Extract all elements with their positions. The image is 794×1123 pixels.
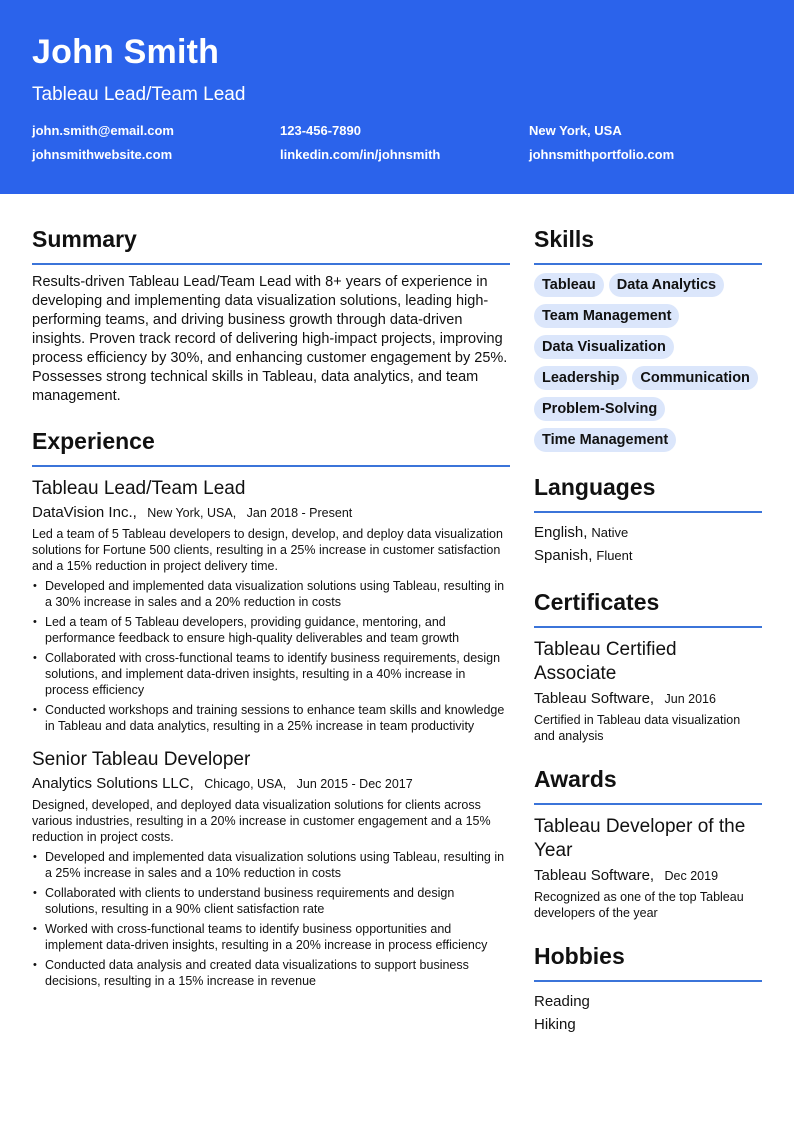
contact-portfolio[interactable]: johnsmithportfolio.com <box>529 147 675 162</box>
skill-chip: Tableau <box>534 273 604 297</box>
language-name: Spanish, <box>534 547 593 564</box>
job-location: Chicago, USA, <box>204 777 287 791</box>
contact-website[interactable]: johnsmithwebsite.com <box>32 147 173 162</box>
summary-section <box>32 226 510 406</box>
skill-chip: Data Analytics <box>609 273 724 297</box>
hobbies-section <box>534 943 762 1036</box>
bullet-item: • Worked with cross-functional teams to identify business opportunities and implement data-driven insights, resulting in a 20% increase in process efficiency <box>32 921 510 953</box>
contact-phone[interactable]: 123-456-7890 <box>280 123 361 138</box>
skills-section <box>534 226 762 452</box>
hobby-item: Reading <box>534 993 590 1010</box>
bullet-item: • Conducted workshops and training sessions to enhance team skills and knowledge in Tableau and data analytics, resulting in a 25% increase in team productivity <box>32 702 510 734</box>
language-level: Native <box>591 525 629 540</box>
hobbies-heading: Hobbies <box>534 943 762 982</box>
job-title: Tableau Lead/Team Lead <box>32 478 246 499</box>
language-name: English, <box>534 524 588 541</box>
job-description: Designed, developed, and deployed data visualization solutions for clients across various industries, resulting in a 20% increase in customer engagement and a 15% reduction in project costs. <box>32 798 491 844</box>
awards-section <box>534 766 762 921</box>
skill-chip: Leadership <box>534 366 627 390</box>
award-date: Dec 2019 <box>664 869 719 883</box>
certificate-date: Jun 2016 <box>664 692 716 706</box>
experience-entry <box>32 477 510 734</box>
bullet-item: • Developed and implemented data visualization solutions using Tableau, resulting in a 25% increase in sales and a 10% reduction in costs <box>32 849 510 881</box>
job-meta <box>32 503 510 523</box>
experience-heading: Experience <box>32 428 510 467</box>
skill-chip: Communication <box>632 366 758 390</box>
contact-linkedin[interactable]: linkedin.com/in/johnsmith <box>280 147 441 162</box>
experience-section <box>32 428 510 989</box>
certificate-meta <box>534 689 762 709</box>
skills-list <box>534 273 762 452</box>
job-meta <box>32 774 510 794</box>
skill-chip: Problem-Solving <box>534 397 665 421</box>
certificate-description: Certified in Tableau data visualization and analysis <box>534 713 741 743</box>
languages-heading: Languages <box>534 474 762 513</box>
candidate-name: John Smith <box>32 33 220 71</box>
award-issuer: Tableau Software, <box>534 867 655 884</box>
job-title: Senior Tableau Developer <box>32 749 251 770</box>
language-level: Fluent <box>596 548 633 563</box>
experience-entry <box>32 748 510 989</box>
awards-heading: Awards <box>534 766 762 805</box>
certificates-heading: Certificates <box>534 589 762 628</box>
job-dates: Jun 2015 - Dec 2017 <box>296 777 413 791</box>
language-item <box>534 544 762 567</box>
candidate-role: Tableau Lead/Team Lead <box>32 84 246 105</box>
certificate-title: Tableau Certified Associate <box>534 639 677 684</box>
contact-email[interactable]: john.smith@email.com <box>32 123 174 138</box>
side-column <box>534 226 762 1036</box>
skills-heading: Skills <box>534 226 762 265</box>
bullet-item: • Collaborated with clients to understand business requirements and design solutions, resulting in a 90% client satisfaction rate <box>32 885 510 917</box>
resume-header <box>0 0 794 194</box>
certificates-section <box>534 589 762 744</box>
job-description: Led a team of 5 Tableau developers to design, develop, and deploy data visualization solutions for Fortune 500 clients, resulting in a 25% increase in customer satisfaction and a 15% reduction in project delivery time. <box>32 527 503 573</box>
skill-chip: Data Visualization <box>534 335 674 359</box>
job-bullets <box>32 578 510 734</box>
skill-chip: Team Management <box>534 304 679 328</box>
award-meta <box>534 866 762 886</box>
summary-heading: Summary <box>32 226 510 265</box>
award-title: Tableau Developer of the Year <box>534 816 746 861</box>
languages-section <box>534 474 762 567</box>
award-description: Recognized as one of the top Tableau developers of the year <box>534 890 744 920</box>
bullet-item: • Conducted data analysis and created data visualizations to support business decisions, resulting in a 15% increase in revenue <box>32 957 510 989</box>
certificate-issuer: Tableau Software, <box>534 690 655 707</box>
skill-chip: Time Management <box>534 428 676 452</box>
hobby-item: Hiking <box>534 1016 576 1033</box>
contact-location: New York, USA <box>529 123 622 138</box>
bullet-item: • Developed and implemented data visualization solutions using Tableau, resulting in a 30% increase in sales and a 20% reduction in costs <box>32 578 510 610</box>
job-dates: Jan 2018 - Present <box>246 506 353 520</box>
job-company: Analytics Solutions LLC, <box>32 775 194 792</box>
job-location: New York, USA, <box>147 506 237 520</box>
language-item <box>534 521 762 544</box>
bullet-item: • Collaborated with cross-functional teams to identify business requirements, design solutions, and implement data-driven insights, resulting in a 40% increase in process efficiency <box>32 650 510 698</box>
main-column <box>32 226 510 993</box>
summary-text: Results-driven Tableau Lead/Team Lead with 8+ years of experience in developing and implementing data visualization solutions, leading high-performing teams, and driving business growth through data-driven insights. Proven track record of delivering high-impact projects, improving process efficiency by 30%, and enhancing customer engagement by 25%. Possesses strong technical skills in Tableau, data analytics, and team management. <box>32 274 508 404</box>
job-company: DataVision Inc., <box>32 504 137 521</box>
bullet-item: • Led a team of 5 Tableau developers, providing guidance, mentoring, and performance feedback to ensure high-quality deliverables and team growth <box>32 614 510 646</box>
job-bullets <box>32 849 510 989</box>
